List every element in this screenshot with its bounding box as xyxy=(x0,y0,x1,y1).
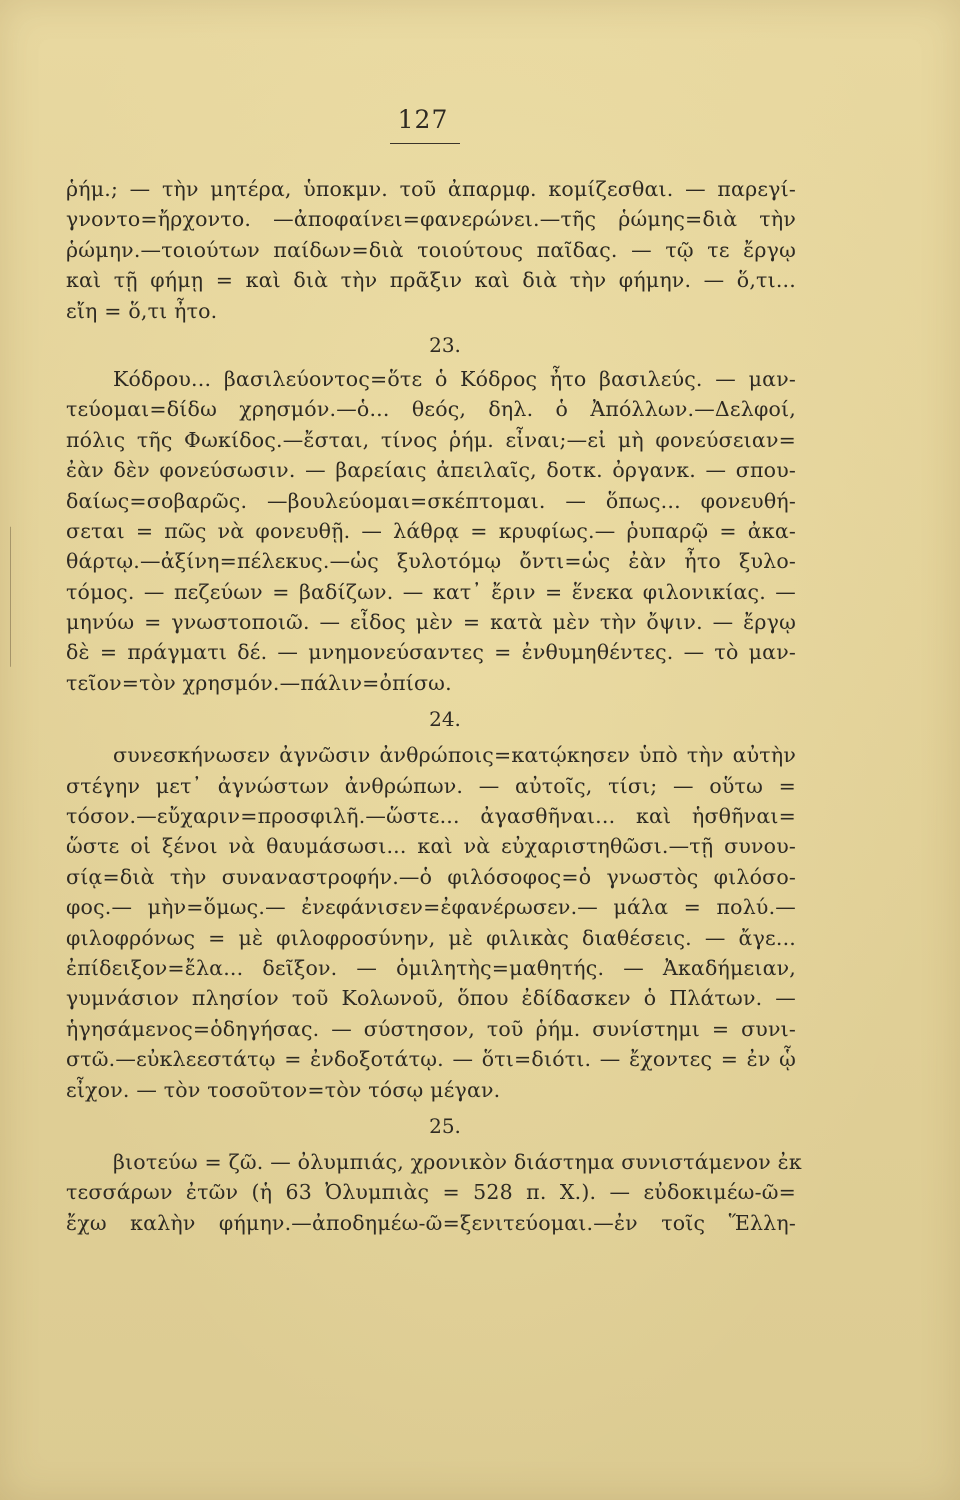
text-line: δαίως=σοβαρῶς. —βουλεύομαι=σκέπτομαι. — ὅπως... φονευθή- xyxy=(66,488,796,513)
section-number: 24. xyxy=(429,707,461,732)
text-line: ἐὰν δὲν φονεύσωσιν. — βαρείαις ἀπειλαῖς, δοτκ. ὀργανκ. — σπου- xyxy=(66,458,796,483)
text-line: πόλις τῆς Φωκίδος.—ἔσται, τίνος ῥήμ. εἶναι;—εἰ μὴ φονεύσειαν= xyxy=(66,427,796,452)
text-line: εἴη = ὅ,τι ἦτο. xyxy=(66,298,218,323)
text-line: δὲ = πράγματι δέ. — μνημονεύσαντες = ἐνθυμηθέντες. — τὸ μαν- xyxy=(66,640,796,665)
section-number: 25. xyxy=(429,1113,461,1138)
text-line: στῶ.—εὐκλεεστάτῳ = ἐνδοξοτάτῳ. — ὅτι=διότι. — ἔχοντες = ἐν ᾧ xyxy=(66,1047,796,1072)
text-line: εἶχον. — τὸν τοσοῦτον=τὸν τόσῳ μέγαν. xyxy=(66,1077,501,1102)
text-line: γνοντο=ἤρχοντο. —ἀποφαίνει=φανερώνει.—τῆς ῥώμης=διὰ τὴν xyxy=(66,207,796,232)
text-line: φος.— μὴν=ὅμως.— ἐνεφάνισεν=ἐφανέρωσεν.— μάλα = πολύ.— xyxy=(66,895,796,920)
text-line: ῥήμ.; — τὴν μητέρα, ὑποκμν. τοῦ ἀπαρμφ. κομίζεσθαι. — παρεγί- xyxy=(66,177,796,201)
text-line: τόμος. — πεζεύων = βαδίζων. — κατ᾽ ἔριν = ἕνεκα φιλονικίας. — xyxy=(66,579,796,604)
text-line: φιλοφρόνως = μὲ φιλοφροσύνην, μὲ φιλικὰς διαθέσεις. — ἄγε... xyxy=(66,925,796,950)
section-number: 23. xyxy=(429,332,461,357)
text-line: σεται = πῶς νὰ φονευθῇ. — λάθρᾳ = κρυφίως.— ῥυπαρῷ = ἀκα- xyxy=(66,518,796,543)
text-line: βιοτεύω = ζῶ. — ὀλυμπιάς, χρονικὸν διάστημα συνιστάμενον ἐκ xyxy=(113,1149,802,1174)
text-line: συνεσκήνωσεν ἀγνῶσιν ἀνθρώποις=κατῴκησεν ὑπὸ τὴν αὐτὴν xyxy=(113,743,796,768)
text-line: ὥστε οἱ ξένοι νὰ θαυμάσωσι... καὶ νὰ εὐχαριστηθῶσι.—τῇ συνου- xyxy=(66,834,796,859)
text-line: Κόδρου... βασιλεύοντος=ὅτε ὁ Κόδρος ἦτο βασιλεύς. — μαν- xyxy=(113,366,796,391)
header-rule xyxy=(390,143,460,144)
text-line: στέγην μετ᾽ ἀγνώστων ἀνθρώπων. — αὐτοῖς, τίσι; — οὕτω = xyxy=(66,773,796,798)
text-line: γυμνάσιον πλησίον τοῦ Κολωνοῦ, ὅπου ἐδίδασκεν ὁ Πλάτων. — xyxy=(66,986,796,1011)
page-body xyxy=(66,174,802,1238)
text-line: τόσον.—εὔχαριν=προσφιλῆ.—ὥστε... ἀγασθῆναι... καὶ ἡσθῆναι= xyxy=(66,804,796,829)
text-line: ῥώμην.—τοιούτων παίδων=διὰ τοιούτους παῖδας. — τῷ τε ἔργῳ xyxy=(66,237,796,262)
text-line: τεύομαι=δίδω χρησμόν.—ὁ... θεός, δηλ. ὁ Ἀπόλλων.—Δελφοί, xyxy=(66,397,796,422)
text-line: καὶ τῇ φήμῃ = καὶ διὰ τὴν πρᾶξιν καὶ διὰ τὴν φήμην. — ὅ,τι... xyxy=(66,268,796,293)
text-line: ἔχω καλὴν φήμην.—ἀποδημέω-ῶ=ξενιτεύομαι.—ἐν τοῖς Ἕλλη- xyxy=(66,1210,796,1235)
text-line: ἡγησάμενος=ὁδηγήσας. — σύστησον, τοῦ ῥήμ. συνίστημι = συνι- xyxy=(66,1016,796,1041)
text-line: σίᾳ=διὰ τὴν συναναστροφήν.—ὁ φιλόσοφος=ὁ γνωστὸς φιλόσο- xyxy=(66,864,796,889)
text-line: μηνύω = γνωστοποιῶ. — εἶδος μὲν = κατὰ μὲν τὴν ὄψιν. — ἔργῳ xyxy=(66,610,796,635)
text-line: τεῖον=τὸν χρησμόν.—πάλιν=ὀπίσω. xyxy=(66,670,452,695)
text-line: ἐπίδειξον=ἔλα... δεῖξον. — ὁμιλητὴς=μαθητής. — Ἀκαδήμειαν, xyxy=(66,955,796,980)
page-number: 127 xyxy=(397,105,449,134)
text-line: τεσσάρων ἐτῶν (ἡ 63 Ὀλυμπιὰς = 528 π. Χ.). — εὐδοκιμέω-ῶ= xyxy=(66,1180,796,1205)
text-line: θάρτῳ.—ἀξίνη=πέλεκυς.—ὡς ξυλοτόμῳ ὄντι=ὡς ἐὰν ἦτο ξυλο- xyxy=(66,549,796,574)
paper-tear-mark xyxy=(0,527,11,674)
